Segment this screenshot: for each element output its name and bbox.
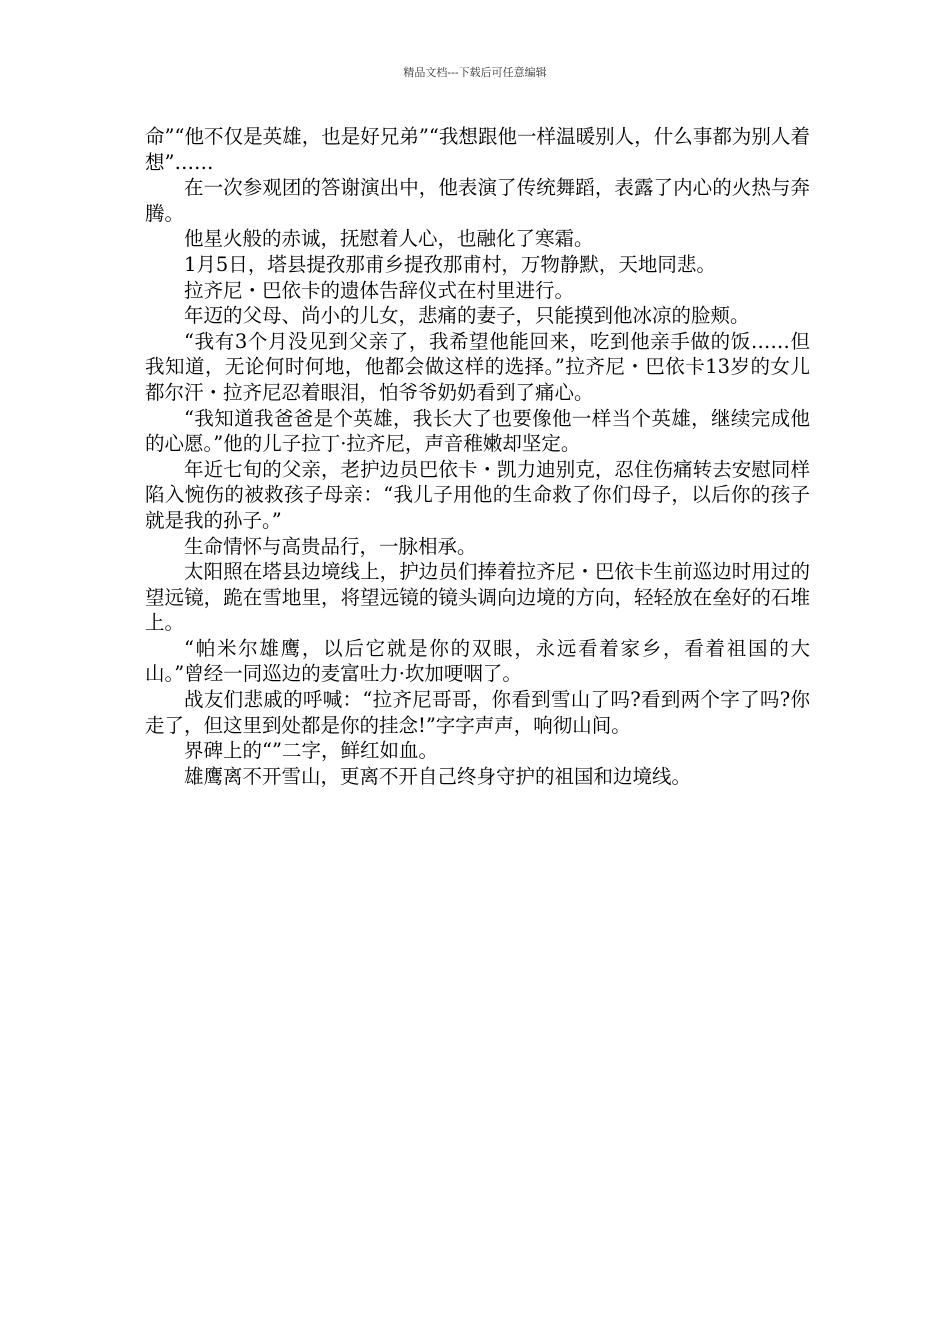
paragraph-11: 太阳照在塔县边境线上，护边员们捧着拉齐尼・巴依卡生前巡边时用过的望远镜，跪在雪地里，将望远镜的镜头调向边境的方向，轻轻放在垒好的石堆上。 bbox=[145, 560, 810, 635]
paragraph-13: 战友们悲戚的呼喊：“拉齐尼哥哥，你看到雪山了吗?看到两个字了吗?你走了，但这里到处都是你的挂念!”字字声声，响彻山间。 bbox=[145, 688, 810, 737]
paragraph-2: 在一次参观团的答谢演出中，他表演了传统舞蹈，表露了内心的火热与奔腾。 bbox=[145, 176, 810, 225]
paragraph-3: 他星火般的赤诚，抚慰着人心，也融化了寒霜。 bbox=[184, 227, 594, 251]
document-body bbox=[145, 124, 810, 789]
paragraph-7: “我有3个月没见到父亲了，我希望他能回来，吃到他亲手做的饭……但我知道，无论何时何地，他都会做这样的选择。”拉齐尼・巴依卡13岁的女儿都尔汗・拉齐尼忍着眼泪，怕爷爷奶奶看到了痛心。 bbox=[145, 329, 810, 404]
paragraph-12: “帕米尔雄鹰，以后它就是你的双眼，永远看着家乡，看着祖国的大山。”曾经一同巡边的麦富吐力·坎加哽咽了。 bbox=[145, 636, 810, 686]
paragraph-9: 年近七旬的父亲，老护边员巴依卡・凯力迪别克，忍住伤痛转去安慰同样陷入惋伤的被救孩子母亲：“我儿子用他的生命救了你们母子，以后你的孩子就是我的孙子。” bbox=[145, 457, 810, 532]
paragraph-1: 命”“他不仅是英雄，也是好兄弟”“我想跟他一样温暖别人，什么事都为别人着想”…… bbox=[145, 125, 810, 174]
paragraph-6: 年迈的父母、尚小的儿女，悲痛的妻子，只能摸到他冰凉的脸颊。 bbox=[184, 304, 750, 328]
paragraph-8: “我知道我爸爸是个英雄，我长大了也要像他一样当个英雄，继续完成他的心愿。”他的儿子拉丁·拉齐尼，声音稚嫩却坚定。 bbox=[145, 406, 810, 456]
paragraph-5: 拉齐尼・巴依卡的遗体告辞仪式在村里进行。 bbox=[184, 278, 575, 302]
paragraph-14: 界碑上的“”二字，鲜红如血。 bbox=[184, 739, 438, 763]
paragraph-15: 雄鹰离不开雪山，更离不开自己终身守护的祖国和边境线。 bbox=[184, 764, 692, 788]
page-header: 精品文档---下载后可任意编辑 bbox=[403, 66, 547, 79]
paragraph-4: 1月5日，塔县提孜那甫乡提孜那甫村，万物静默，天地同悲。 bbox=[184, 252, 716, 276]
paragraph-10: 生命情怀与高贵品行，一脉相承。 bbox=[184, 534, 477, 558]
